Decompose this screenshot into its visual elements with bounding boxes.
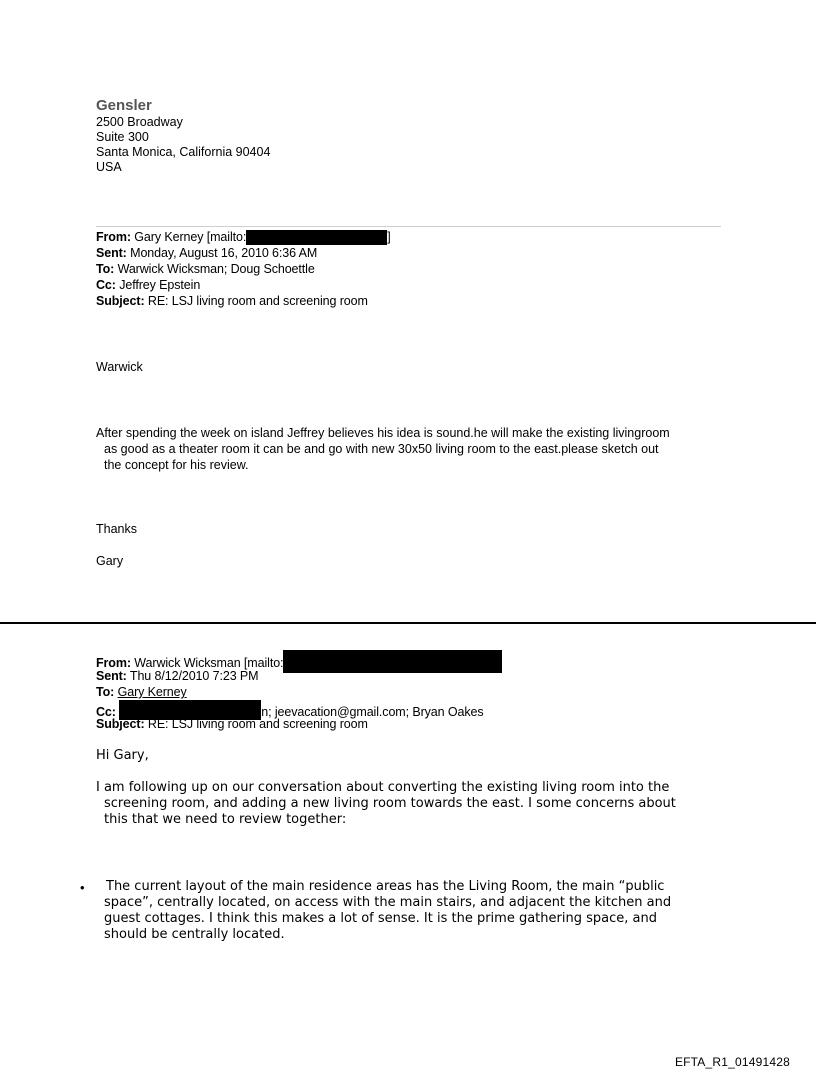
subject-value: RE: LSJ living room and screening room [147, 294, 368, 308]
email1-from [96, 229, 391, 245]
email1-body-line-1: After spending the week on island Jeffrey believes his idea is sound.he will make the existing livingroom [96, 426, 670, 440]
email2-to [96, 684, 187, 700]
bullet-symbol: • [80, 880, 85, 895]
subject-label: Subject: [96, 294, 145, 308]
address-line-2: Suite 300 [96, 130, 149, 144]
to-value[interactable]: Gary Kerney [117, 685, 187, 699]
to-value: Warwick Wicksman; Doug Schoettle [117, 262, 315, 276]
cc-label: Cc: [96, 705, 116, 719]
message-separator [0, 622, 816, 624]
email1-body-line-2: as good as a theater room it can be and go with new 30x50 living room to the east.please sketch out [104, 442, 659, 456]
from-value: Gary Kerney [mailto: [134, 230, 247, 244]
address-line-4: USA [96, 160, 122, 174]
redaction-block [246, 230, 387, 245]
subject-label: Subject: [96, 717, 145, 731]
email1-body-line-3: the concept for his review. [104, 458, 249, 472]
bullet-line-1: The current layout of the main residence areas has the Living Room, the main “public [106, 879, 665, 894]
email1-thanks: Thanks [96, 522, 137, 536]
sent-label: Sent: [96, 246, 127, 260]
to-label: To: [96, 685, 115, 699]
email1-subject [96, 293, 368, 309]
from-label: From: [96, 656, 131, 670]
redaction-block [283, 650, 502, 673]
from-value: Warwick Wicksman [mailto: [134, 656, 284, 670]
sent-label: Sent: [96, 669, 127, 683]
sent-value: Monday, August 16, 2010 6:36 AM [130, 246, 318, 260]
email1-cc [96, 277, 200, 293]
cc-value: Jeffrey Epstein [119, 278, 201, 292]
email1-sent [96, 245, 317, 261]
email2-greeting: Hi Gary, [96, 748, 149, 763]
cc-label: Cc: [96, 278, 116, 292]
bullet-line-3: guest cottages. I think this makes a lot of sense. It is the prime gathering space, and [104, 911, 657, 926]
bullet-line-2: space”, centrally located, on access with the main stairs, and adjacent the kitchen and [104, 895, 672, 910]
email1-greeting: Warwick [96, 360, 143, 374]
address-line-3: Santa Monica, California 90404 [96, 145, 271, 159]
email1-signoff: Gary [96, 554, 124, 568]
email2-para-line-1: I am following up on our conversation about converting the existing living room into the [96, 780, 670, 795]
to-label: To: [96, 262, 115, 276]
address-line-1: 2500 Broadway [96, 115, 183, 129]
email2-sent [96, 668, 258, 684]
bullet-line-4: should be centrally located. [104, 927, 285, 942]
email1-to [96, 261, 315, 277]
header-divider [96, 226, 721, 227]
from-close: ] [387, 230, 391, 244]
subject-value: RE: LSJ living room and screening room [147, 717, 368, 731]
document-id: EFTA_R1_01491428 [674, 1055, 790, 1069]
email2-para-line-2: screening room, and adding a new living room towards the east. I some concerns about [104, 796, 676, 811]
company-name: Gensler [96, 97, 152, 114]
sent-value: Thu 8/12/2010 7:23 PM [129, 669, 259, 683]
from-label: From: [96, 230, 131, 244]
email2-subject [96, 716, 368, 732]
cc-value: n; jeevacation@gmail.com; Bryan Oakes [261, 705, 484, 719]
email2-para-line-3: this that we need to review together: [104, 812, 347, 827]
